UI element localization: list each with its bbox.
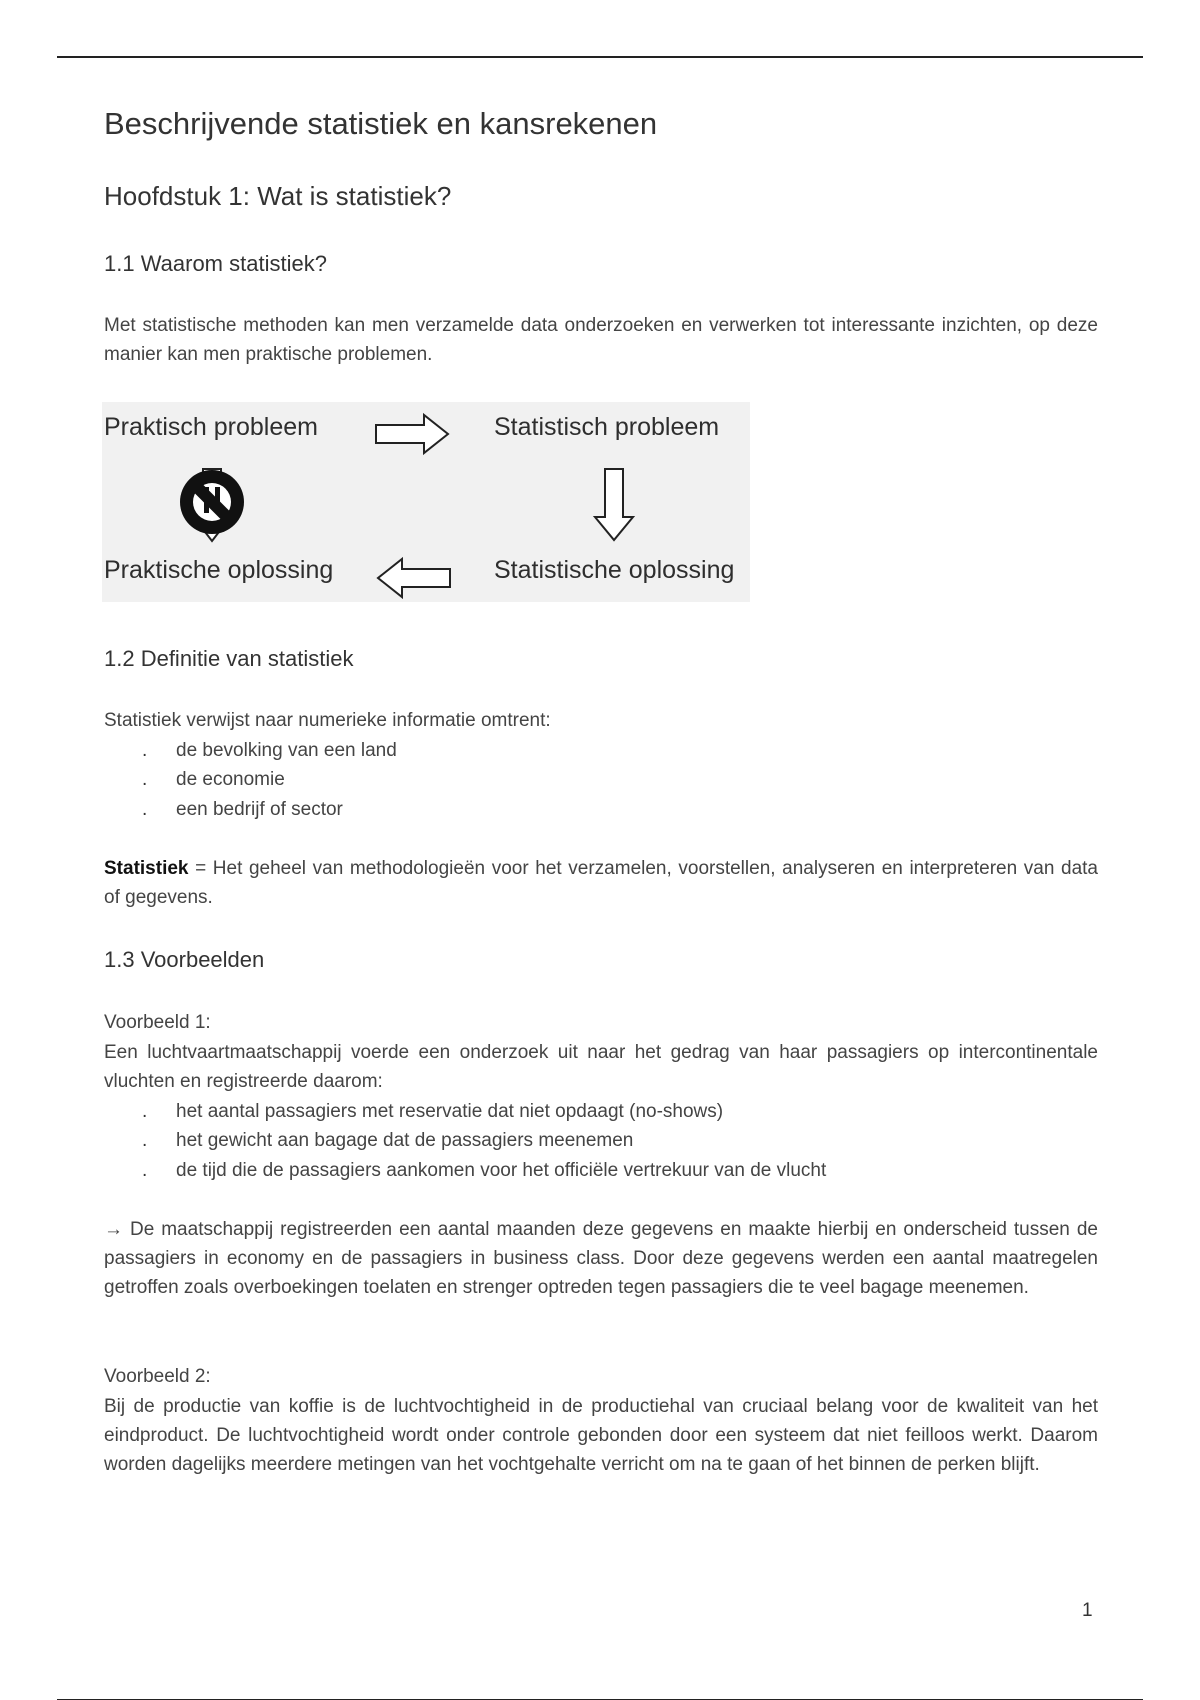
list-item: de bevolking van een land: [176, 740, 397, 761]
list-item: het aantal passagiers met reservatie dat niet opdaagt (no-shows): [176, 1101, 724, 1122]
bullet-marker: .: [142, 769, 148, 790]
diagram-label-statistical-solution: Statistische oplossing: [494, 556, 735, 584]
example-1-conclusion: → De maatschappij registreerden een aantal maanden deze gegevens en maakte hierbij en onderscheid tussen de passagiers in economy en de passagiers in business class. Door deze gegevens werden een aantal maatregelen getroffen zoals overboekingen toelaten en strenger optreden tegen passagiers die te veel bagage meenemen.: [104, 1219, 1098, 1298]
page-number: 1: [1082, 1600, 1093, 1621]
diagram-label-statistical-problem: Statistisch probleem: [494, 413, 720, 441]
arrow-down-icon: [592, 467, 636, 543]
example-2-text: Bij de productie van koffie is de luchtvochtigheid in de productiehal van cruciaal belang voor de kwaliteit van het eindproduct. De luchtvochtigheid wordt onder controle gebonden door een systeem dat niet feilloos werkt. Daarom worden dagelijks meerdere metingen van het vochtgehalte verricht om na te gaan of het binnen de perken blijft.: [104, 1396, 1098, 1475]
bullet-marker: .: [142, 799, 148, 820]
section-1-1-text: Met statistische methoden kan men verzamelde data onderzoeken en verwerken tot interessante inzichten, op deze manier kan men praktische problemen.: [104, 315, 1098, 365]
bullet-marker: .: [142, 1160, 148, 1181]
list-item: de tijd die de passagiers aankomen voor het officiële vertrekuur van de vlucht: [176, 1160, 827, 1181]
list-item: de economie: [176, 769, 285, 790]
section-1-1-heading: 1.1 Waarom statistiek?: [104, 251, 327, 276]
definition-text: = Het geheel van methodologieën voor het verzamelen, voorstellen, analyseren en interpreteren van data of gegevens.: [104, 858, 1098, 908]
example-2-label: Voorbeeld 2:: [104, 1366, 211, 1387]
diagram-label-practical-problem: Praktisch probleem: [104, 413, 318, 441]
section-1-2-intro: Statistiek verwijst naar numerieke informatie omtrent:: [104, 710, 551, 731]
chapter-heading: Hoofdstuk 1: Wat is statistiek?: [104, 181, 452, 211]
diagram-label-practical-solution: Praktische oplossing: [104, 556, 334, 584]
bullet-marker: .: [142, 1101, 148, 1122]
definition-term: Statistiek: [104, 858, 189, 879]
section-1-2-heading: 1.2 Definitie van statistiek: [104, 646, 354, 671]
arrow-left-icon: [374, 556, 452, 600]
list-item: een bedrijf of sector: [176, 799, 343, 820]
document-title: Beschrijvende statistiek en kansrekenen: [104, 106, 658, 141]
example-1-label: Voorbeeld 1:: [104, 1012, 211, 1033]
section-1-3-heading: 1.3 Voorbeelden: [104, 947, 265, 972]
arrow-right-icon: [374, 412, 452, 456]
definition-paragraph: [104, 854, 1098, 912]
bullet-marker: .: [142, 740, 148, 761]
example-1-text: Een luchtvaartmaatschappij voerde een onderzoek uit naar het gedrag van haar passagiers op intercontinentale vluchten en registreerde daarom:: [104, 1042, 1098, 1092]
bullet-marker: .: [142, 1130, 148, 1151]
list-item: het gewicht aan bagage dat de passagiers meenemen: [176, 1130, 634, 1151]
prohibited-icon: [178, 465, 250, 547]
top-rule: [57, 56, 1143, 58]
